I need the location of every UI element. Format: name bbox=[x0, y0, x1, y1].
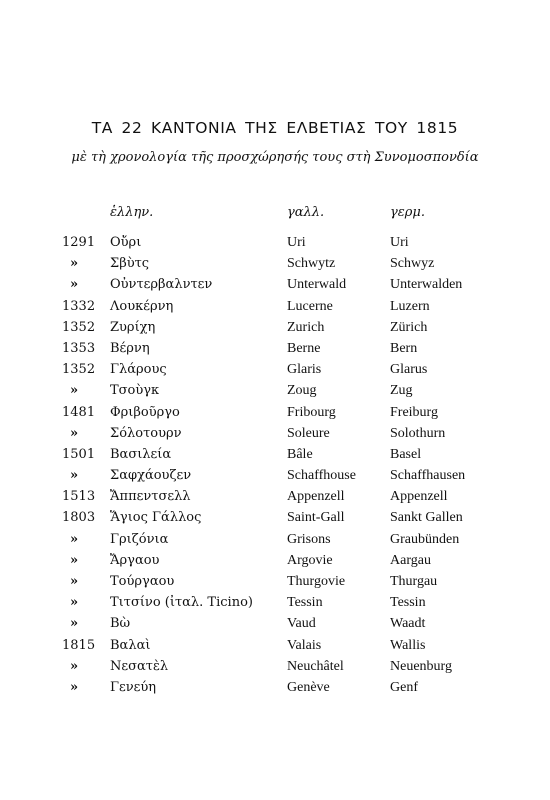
table-row bbox=[0, 465, 550, 486]
greek-name-cell: Τσοὺγκ bbox=[110, 383, 160, 399]
french-name-cell: Berne bbox=[287, 340, 321, 356]
table-row bbox=[0, 402, 550, 423]
page-subtitle: μὲ τὴ χρονολογία τῆς προσχώρησής τους στὴ Συνομοσπονδία bbox=[71, 150, 479, 165]
greek-name-cell: Σόλοτουρν bbox=[110, 425, 182, 441]
year-cell: » bbox=[70, 277, 79, 293]
german-name-cell: Unterwalden bbox=[390, 277, 463, 293]
french-name-cell: Bâle bbox=[287, 446, 313, 462]
german-name-cell: Bern bbox=[390, 340, 418, 356]
french-name-cell: Schwytz bbox=[287, 256, 336, 272]
french-name-cell: Zoug bbox=[287, 383, 317, 399]
german-name-cell: Schwyz bbox=[390, 256, 435, 272]
french-name-cell: Grisons bbox=[287, 531, 331, 547]
table-row bbox=[0, 507, 550, 528]
year-cell: 1513 bbox=[62, 489, 96, 505]
year-cell: » bbox=[70, 383, 79, 399]
french-name-cell: Zurich bbox=[287, 319, 325, 335]
table-row bbox=[0, 613, 550, 634]
year-cell: » bbox=[70, 574, 79, 589]
greek-name-cell: Ἅγιος Γάλλος bbox=[110, 510, 202, 526]
table-row bbox=[0, 296, 550, 317]
french-name-cell: Appenzell bbox=[287, 489, 345, 505]
german-name-cell: Tessin bbox=[390, 595, 426, 611]
year-cell: 1481 bbox=[62, 404, 96, 420]
german-name-cell: Uri bbox=[390, 235, 409, 250]
french-name-cell: Neuchâtel bbox=[287, 658, 344, 674]
french-name-cell: Genève bbox=[287, 679, 330, 695]
year-cell: 1815 bbox=[62, 637, 96, 653]
greek-name-cell: Τιτσίνο (ἰταλ. Ticino) bbox=[110, 595, 253, 611]
table-row bbox=[0, 550, 550, 571]
german-name-cell: Schaffhausen bbox=[390, 468, 466, 484]
year-cell: » bbox=[70, 531, 79, 547]
year-cell: » bbox=[70, 552, 79, 568]
german-name-cell: Zürich bbox=[390, 319, 428, 335]
table-row bbox=[0, 380, 550, 401]
year-cell: 1803 bbox=[62, 510, 96, 526]
table-row bbox=[0, 571, 550, 592]
french-name-cell: Schaffhouse bbox=[287, 468, 356, 484]
year-cell: » bbox=[70, 595, 79, 611]
table-row bbox=[0, 359, 550, 380]
table-row bbox=[0, 232, 550, 253]
greek-name-cell: Βαλαὶ bbox=[110, 637, 151, 653]
french-name-cell: Lucerne bbox=[287, 298, 333, 314]
french-name-cell: Argovie bbox=[287, 552, 333, 568]
year-cell: 1291 bbox=[62, 235, 96, 250]
french-name-cell: Tessin bbox=[287, 595, 323, 611]
year-cell: 1332 bbox=[62, 298, 96, 314]
table-row bbox=[0, 444, 550, 465]
greek-name-cell: Τούργαου bbox=[110, 574, 175, 589]
french-name-cell: Soleure bbox=[287, 425, 330, 441]
greek-name-cell: Σαφχάουζεν bbox=[110, 468, 192, 484]
greek-name-cell: Νεσατὲλ bbox=[110, 658, 169, 674]
french-name-cell: Fribourg bbox=[287, 404, 336, 420]
french-name-cell: Uri bbox=[287, 235, 306, 250]
german-name-cell: Solothurn bbox=[390, 425, 446, 441]
table-row bbox=[0, 486, 550, 507]
greek-name-cell: Οὔρι bbox=[110, 235, 142, 250]
french-name-cell: Vaud bbox=[287, 616, 316, 632]
greek-name-cell: Γλάρους bbox=[110, 362, 167, 378]
greek-name-cell: Ἄργαου bbox=[110, 552, 160, 568]
greek-name-cell: Σβὺτς bbox=[110, 256, 150, 272]
german-name-cell: Genf bbox=[390, 679, 418, 695]
german-name-cell: Freiburg bbox=[390, 404, 438, 420]
french-name-cell: Glaris bbox=[287, 362, 322, 378]
table-row bbox=[0, 338, 550, 359]
german-name-cell: Glarus bbox=[390, 362, 428, 378]
header-german: γερμ. bbox=[390, 205, 425, 220]
german-name-cell: Appenzell bbox=[390, 489, 448, 505]
greek-name-cell: Ἄππεντσελλ bbox=[110, 489, 191, 505]
year-cell: » bbox=[70, 616, 79, 632]
german-name-cell: Basel bbox=[390, 446, 422, 462]
year-cell: 1353 bbox=[62, 340, 96, 356]
table-row bbox=[0, 423, 550, 444]
german-name-cell: Graubünden bbox=[390, 531, 460, 547]
greek-name-cell: Βὼ bbox=[110, 616, 131, 632]
french-name-cell: Unterwald bbox=[287, 277, 347, 293]
german-name-cell: Zug bbox=[390, 383, 413, 399]
canton-table bbox=[0, 232, 550, 698]
greek-name-cell: Οὐντερβαλντεν bbox=[110, 277, 213, 293]
year-cell: 1501 bbox=[62, 446, 96, 462]
french-name-cell: Valais bbox=[287, 637, 322, 653]
greek-name-cell: Ζυρίχη bbox=[110, 319, 156, 335]
french-name-cell: Saint-Gall bbox=[287, 510, 345, 526]
column-headers bbox=[0, 205, 550, 225]
table-row bbox=[0, 253, 550, 274]
year-cell: » bbox=[70, 679, 79, 695]
table-row bbox=[0, 592, 550, 613]
year-cell: » bbox=[70, 256, 79, 272]
table-row bbox=[0, 677, 550, 698]
greek-name-cell: Φριβοῦργο bbox=[110, 404, 180, 420]
table-row bbox=[0, 635, 550, 656]
header-french: γαλλ. bbox=[287, 205, 325, 220]
german-name-cell: Sankt Gallen bbox=[390, 510, 463, 526]
year-cell: » bbox=[70, 658, 79, 674]
table-row bbox=[0, 274, 550, 295]
german-name-cell: Aargau bbox=[390, 552, 431, 568]
greek-name-cell: Γριζόνια bbox=[110, 531, 169, 547]
french-name-cell: Thurgovie bbox=[287, 574, 346, 589]
header-greek: ἑλλην. bbox=[110, 205, 154, 220]
german-name-cell: Waadt bbox=[390, 616, 426, 632]
german-name-cell: Neuenburg bbox=[390, 658, 452, 674]
german-name-cell: Luzern bbox=[390, 298, 430, 314]
table-row bbox=[0, 656, 550, 677]
german-name-cell: Wallis bbox=[390, 637, 426, 653]
greek-name-cell: Γενεύη bbox=[110, 679, 157, 695]
table-row bbox=[0, 529, 550, 550]
year-cell: » bbox=[70, 425, 79, 441]
year-cell: 1352 bbox=[62, 362, 96, 378]
german-name-cell: Thurgau bbox=[390, 574, 438, 589]
greek-name-cell: Λουκέρνη bbox=[110, 298, 174, 314]
year-cell: 1352 bbox=[62, 319, 96, 335]
greek-name-cell: Βασιλεία bbox=[110, 446, 172, 462]
table-row bbox=[0, 317, 550, 338]
year-cell: » bbox=[70, 468, 79, 484]
greek-name-cell: Βέρνη bbox=[110, 340, 150, 356]
page-title: ΤΑ 22 ΚΑΝΤΟΝΙΑ ΤΗΣ ΕΛΒΕΤΙΑΣ ΤΟΥ 1815 bbox=[91, 119, 459, 137]
